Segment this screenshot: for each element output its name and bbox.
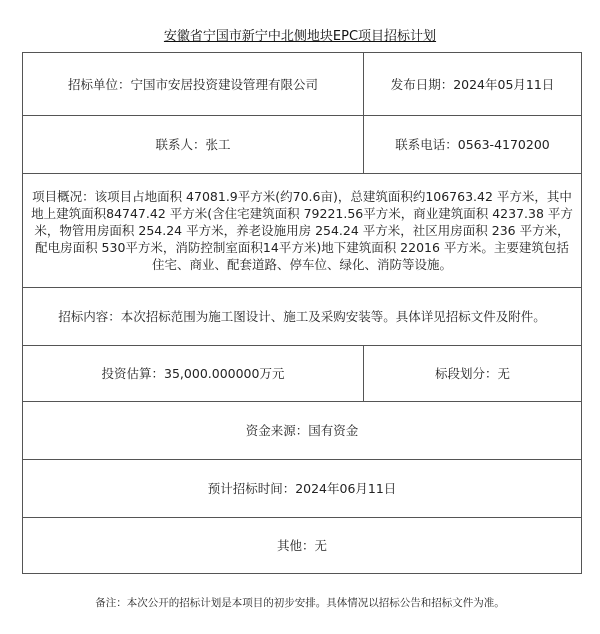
bid-time-cell: 预计招标时间：2024年06月11日	[23, 460, 582, 518]
table-row	[23, 346, 582, 402]
publish-date-cell: 发布日期：2024年05月11日	[364, 53, 582, 116]
investment-cell: 投资估算：35,000.000000万元	[23, 346, 364, 402]
table-row	[23, 53, 582, 116]
table-row	[23, 460, 582, 518]
tenderer-cell: 招标单位：宁国市安居投资建设管理有限公司	[23, 53, 364, 116]
table-row	[23, 116, 582, 174]
page-title: 安徽省宁国市新宁中北侧地块EPC项目招标计划	[163, 29, 437, 44]
contact-cell: 联系人：张工	[23, 116, 364, 174]
tender-plan-table	[22, 52, 582, 574]
footnote: 备注：本次公开的招标计划是本项目的初步安排。具体情况以招标公告和招标文件为准。	[95, 597, 505, 609]
table-row	[23, 174, 582, 288]
funding-cell: 资金来源：国有资金	[23, 402, 582, 460]
other-cell: 其他：无	[23, 518, 582, 574]
phone-cell: 联系电话：0563-4170200	[364, 116, 582, 174]
section-cell: 标段划分：无	[364, 346, 582, 402]
table-row	[23, 518, 582, 574]
table-row	[23, 288, 582, 346]
overview-cell: 项目概况：该项目占地面积 47081.9平方米(约70.6亩)，总建筑面积约106763.42 平方米，其中地上建筑面积84747.42 平方米(含住宅建筑面积 79221.56平方米，商业建筑面积 4237.38 平方米，物管用房面积 254.24 平方米，养老设施用房 254.24 平方米，社区用房面积 236 平方米，配电房面积 530平方米，消防控制室面积14平方米)地下建筑面积 22016 平方米。主要建筑包括住宅、商业、配套道路、停车位、绿化、消防等设施。	[23, 174, 582, 288]
table-row	[23, 402, 582, 460]
content-cell: 招标内容：本次招标范围为施工图设计、施工及采购安装等。具体详见招标文件及附件。	[23, 288, 582, 346]
